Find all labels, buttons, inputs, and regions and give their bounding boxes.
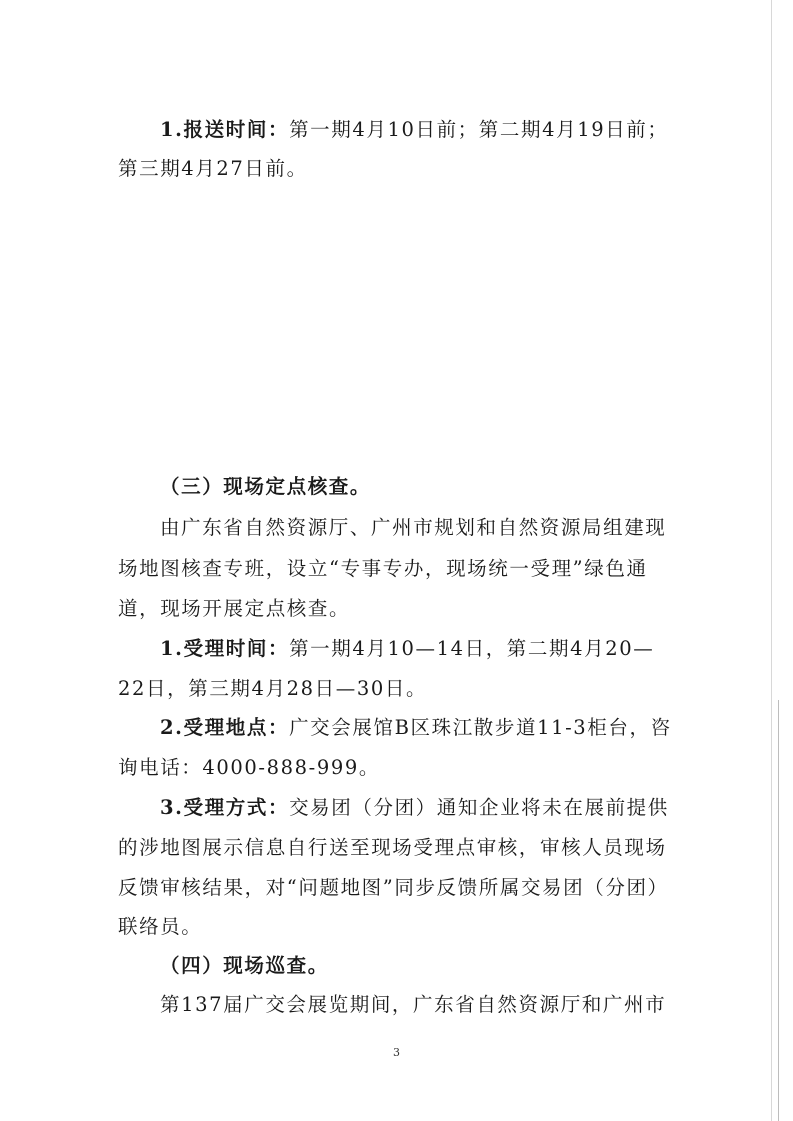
submission-time-line-2: 第三期4月27日前。 [118,157,308,180]
acceptance-location-line [160,716,672,740]
acceptance-time-line [160,637,654,661]
acceptance-location-line-2: 询电话：4000-888-999。 [118,756,380,779]
section4-heading: （四）现场巡查。 [160,954,329,977]
acceptance-location-text: 广交会展馆B区珠江散步道11-3柜台，咨 [289,716,672,739]
acceptance-time-text: 第一期4月10—14日，第二期4月20— [289,637,655,660]
acceptance-method-line [160,796,669,820]
acceptance-time-line-2: 22日，第三期4月28日—30日。 [118,677,428,700]
scan-edge-line [771,0,772,1121]
section3-intro-line-2: 场地图核查专班，设立“专事专办，现场统一受理”绿色通 [118,557,648,580]
page-number: 3 [393,1046,400,1059]
acceptance-method-line-3: 反馈审核结果，对“问题地图”同步反馈所属交易团（分团） [118,876,669,899]
acceptance-method-line-4: 联络员。 [118,915,203,938]
section3-intro-line-3: 道，现场开展定点核查。 [118,597,351,620]
section4-line-1: 第137届广交会展览期间，广东省自然资源厅和广州市 [160,993,667,1016]
acceptance-method-line-2: 的涉地图展示信息自行送至现场受理点审核，审核人员现场 [118,836,667,859]
section3-intro-line-1: 由广东省自然资源厅、广州市规划和自然资源局组建现 [160,516,667,539]
submission-time-line [160,118,669,142]
acceptance-method-label: 3.受理方式： [160,796,290,819]
acceptance-location-label: 2.受理地点： [160,716,290,739]
acceptance-method-text: 交易团（分团）通知企业将未在展前提供 [289,796,669,819]
scan-edge-line-2 [778,700,779,1121]
section3-heading: （三）现场定点核查。 [160,475,372,498]
submission-time-label: 1.报送时间： [160,118,290,141]
acceptance-time-label: 1.受理时间： [160,637,290,660]
submission-time-text: 第一期4月10日前；第二期4月19日前； [289,118,669,141]
